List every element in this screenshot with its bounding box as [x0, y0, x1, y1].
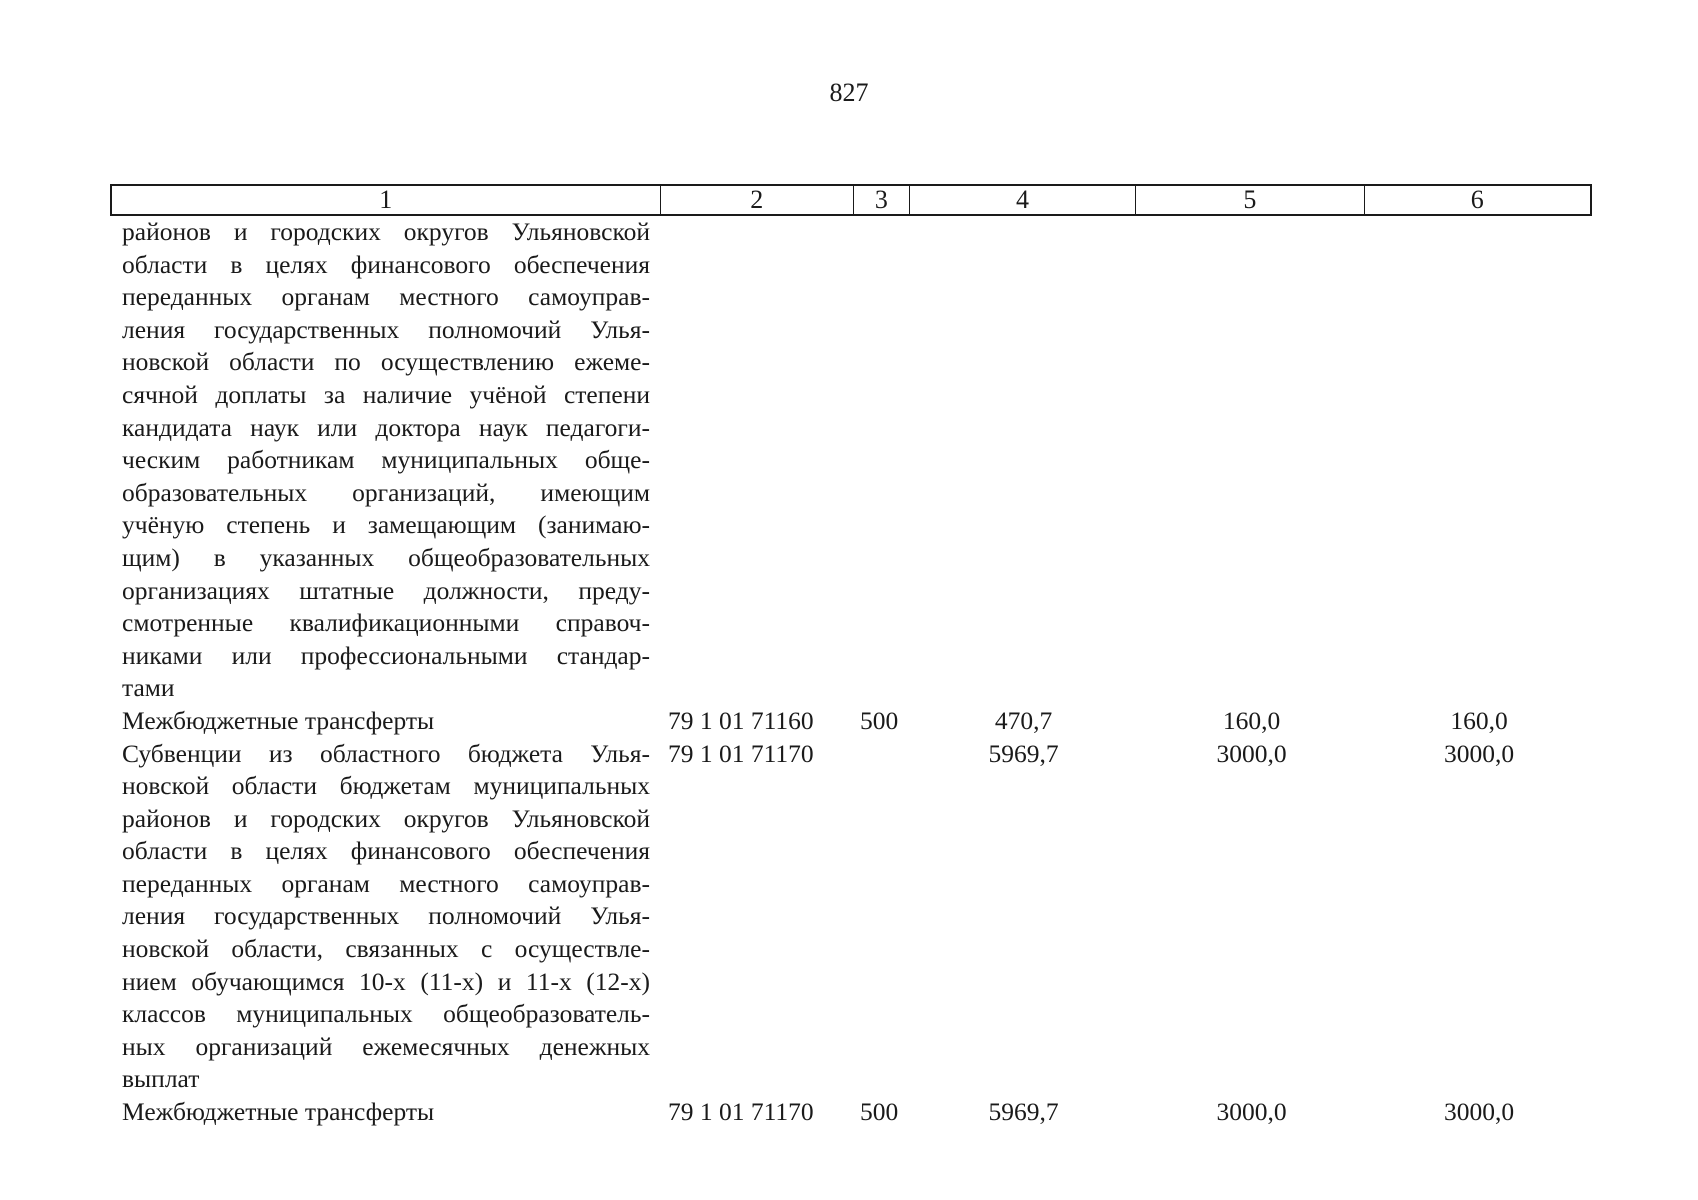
row-description: [110, 705, 650, 738]
description-line: области в целях финансового обеспечения: [122, 249, 650, 279]
header-col-3: 3: [854, 186, 910, 214]
row-value-col6: 3000,0: [1443, 738, 1515, 768]
description-line: ческим работникам муниципальных обще-: [122, 445, 650, 475]
description-line: учёную степень и замещающим (занимаю-: [122, 510, 650, 540]
row-description: [110, 738, 650, 1097]
description-line: ления государственных полномочий Улья-: [122, 314, 650, 344]
description-line: районов и городских округов Ульяновской: [122, 803, 650, 833]
row-code: 79 1 01 71170: [668, 738, 814, 768]
description-line: Межбюджетные трансферты: [122, 1097, 435, 1127]
description-line: кандидата наук или доктора наук педагоги-: [122, 412, 650, 442]
row-description: [110, 216, 650, 705]
description-line: никами или профессиональными стандар-: [122, 640, 650, 670]
row-value-col6: 160,0: [1450, 705, 1508, 735]
row-code: 79 1 01 71170: [668, 1097, 814, 1127]
row-code: 79 1 01 71160: [668, 705, 814, 735]
description-line: тами: [122, 673, 175, 703]
row-value-col4: 5969,7: [988, 738, 1059, 768]
page-number: 827: [829, 78, 869, 107]
row-description: [110, 1096, 650, 1129]
description-line: смотренные квалификационными справоч-: [122, 608, 650, 638]
table-row: [110, 738, 1592, 1097]
row-value-col5: [1137, 216, 1366, 705]
table-row: [110, 1096, 1592, 1129]
description-line: образовательных организаций, имеющим: [122, 477, 650, 507]
row-value-col5: 3000,0: [1216, 1097, 1287, 1127]
header-col-1: 1: [112, 186, 661, 214]
description-line: переданных органам местного самоуправ-: [122, 282, 650, 312]
row-type: 500: [860, 705, 899, 735]
description-line: сячной доплаты за наличие учёной степени: [122, 379, 650, 409]
description-line: Субвенции из областного бюджета Улья-: [122, 738, 650, 768]
description-line: ных организаций ежемесячных денежных: [122, 1031, 650, 1061]
description-line: новской области по осуществлению ежеме-: [122, 347, 650, 377]
description-line: новской области, связанных с осуществле-: [122, 934, 650, 964]
description-line: новской области бюджетам муниципальных: [122, 771, 650, 801]
description-line: области в целях финансового обеспечения: [122, 836, 650, 866]
table-header: [110, 184, 1592, 216]
row-type: 500: [860, 1097, 899, 1127]
row-value-col5: 3000,0: [1216, 738, 1287, 768]
table-row: [110, 705, 1592, 738]
description-line: организациях штатные должности, преду-: [122, 575, 650, 605]
row-value-col4: 5969,7: [988, 1097, 1059, 1127]
description-line: районов и городских округов Ульяновской: [122, 217, 650, 246]
description-line: щим) в указанных общеобразовательных: [122, 542, 650, 572]
row-value-col4: 470,7: [994, 705, 1053, 735]
row-code: [650, 216, 854, 705]
row-value-col4: [910, 216, 1137, 705]
header-col-6: 6: [1470, 185, 1484, 214]
header-col-5: 5: [1136, 186, 1364, 214]
description-line: Межбюджетные трансферты: [122, 705, 435, 735]
description-line: переданных органам местного самоуправ-: [122, 868, 650, 898]
description-line: ления государственных полномочий Улья-: [122, 901, 650, 931]
row-value-col6: [1366, 216, 1592, 705]
row-value-col5: 160,0: [1222, 705, 1281, 735]
header-col-4: 4: [910, 186, 1136, 214]
description-line: классов муниципальных общеобразователь-: [122, 999, 650, 1029]
table-row: [110, 216, 1592, 705]
row-type: [854, 216, 910, 705]
description-line: нием обучающимся 10-х (11-х) и 11-х (12-х): [122, 966, 650, 996]
row-value-col6: 3000,0: [1443, 1097, 1515, 1127]
header-col-2: 2: [661, 186, 854, 214]
table-body: [110, 216, 1592, 1129]
row-type: [854, 738, 910, 1097]
description-line: выплат: [122, 1064, 200, 1094]
